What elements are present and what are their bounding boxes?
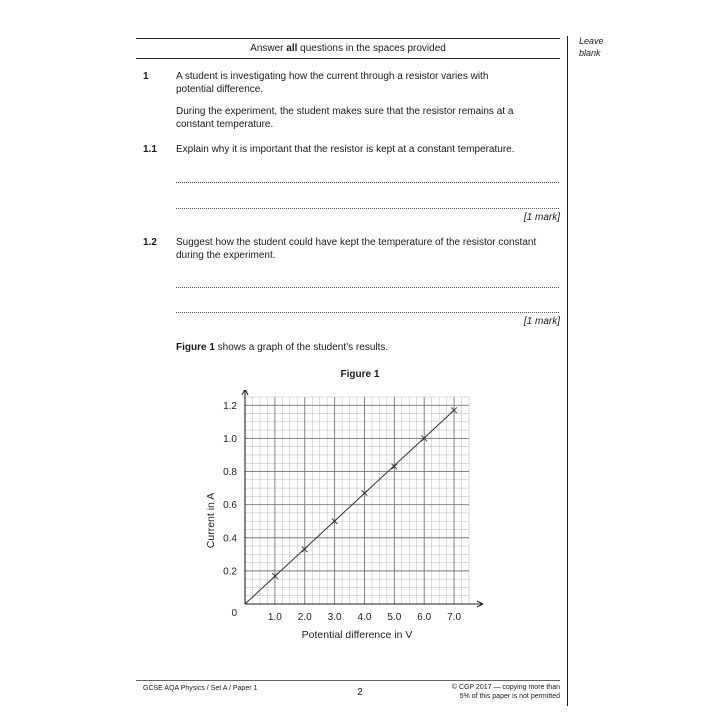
answer-line-1-1-a[interactable] (176, 182, 559, 183)
y-tick-label: 0.2 (223, 566, 237, 578)
mark-allocation-1-1: [1 mark] (523, 212, 560, 223)
figure-intro-rest: shows a graph of the student’s results. (214, 342, 389, 353)
footer-right-line2: 5% of this paper is not permitted (459, 693, 560, 700)
header-instruction (136, 42, 560, 55)
header-post: questions in the spaces provided (297, 43, 446, 54)
figure-title: Figure 1 (340, 369, 380, 380)
answer-line-1-2-b[interactable] (176, 312, 559, 313)
figure-intro (176, 341, 388, 354)
question-number-1-2: 1.2 (143, 237, 157, 248)
question-1-2-text (176, 236, 560, 262)
answer-line-1-1-b[interactable] (176, 208, 559, 209)
question-number-1: 1 (143, 71, 149, 82)
y-tick-label: 1.0 (223, 433, 237, 445)
margin-vertical-rule (567, 36, 568, 706)
q1-line3: During the experiment, the student makes sure that the resistor remains at a (176, 106, 514, 117)
question-1-text (176, 70, 556, 131)
figure-1-chart (190, 390, 530, 650)
footer-right (430, 683, 560, 701)
x-tick-label: 6.0 (417, 612, 432, 623)
answer-line-1-2-a[interactable] (176, 287, 559, 288)
x-tick-label: 1.0 (267, 612, 282, 623)
header-bold: all (286, 43, 298, 54)
x-tick-label: 3.0 (327, 612, 342, 623)
q1-2-line2: during the experiment. (176, 250, 276, 261)
x-tick-label: 4.0 (357, 612, 372, 623)
footer-right-line1: © CGP 2017 — copying more than (451, 684, 560, 691)
y-tick-label: 0.8 (223, 467, 237, 479)
x-tick-label: 7.0 (447, 612, 462, 623)
leave-label: Leave (579, 36, 604, 46)
y-tick-label: 0.6 (223, 500, 237, 512)
y-tick-label: 1.2 (223, 400, 237, 412)
origin-label: 0 (231, 608, 237, 619)
mark-allocation-1-2: [1 mark] (523, 316, 560, 327)
x-axis-label: Potential difference in V (301, 629, 413, 641)
footer-rule (136, 680, 560, 681)
footer-left: GCSE AQA Physics / Set A / Paper 1 (143, 685, 258, 692)
q1-line1: A student is investigating how the current through a resistor varies with (176, 71, 489, 82)
q1-2-line1: Suggest how the student could have kept the temperature of the resistor constant (176, 237, 537, 248)
x-tick-label: 5.0 (387, 612, 402, 623)
header-pre: Answer (250, 43, 287, 54)
page-number: 2 (357, 687, 363, 698)
figure-intro-bold: Figure 1 (176, 342, 215, 353)
q1-line4: constant temperature. (176, 119, 274, 130)
q1-line2: potential difference. (176, 84, 264, 95)
question-1-1-text: Explain why it is important that the resistor is kept at a constant temperature. (176, 144, 515, 155)
leave-blank-label (579, 35, 604, 59)
x-tick-label: 2.0 (297, 612, 312, 623)
y-tick-label: 0.4 (223, 533, 237, 545)
header-top-rule (136, 38, 560, 39)
blank-label: blank (579, 48, 601, 58)
question-number-1-1: 1.1 (143, 144, 157, 155)
header-bottom-rule (136, 58, 560, 59)
y-axis-label: Current in A (205, 492, 217, 549)
